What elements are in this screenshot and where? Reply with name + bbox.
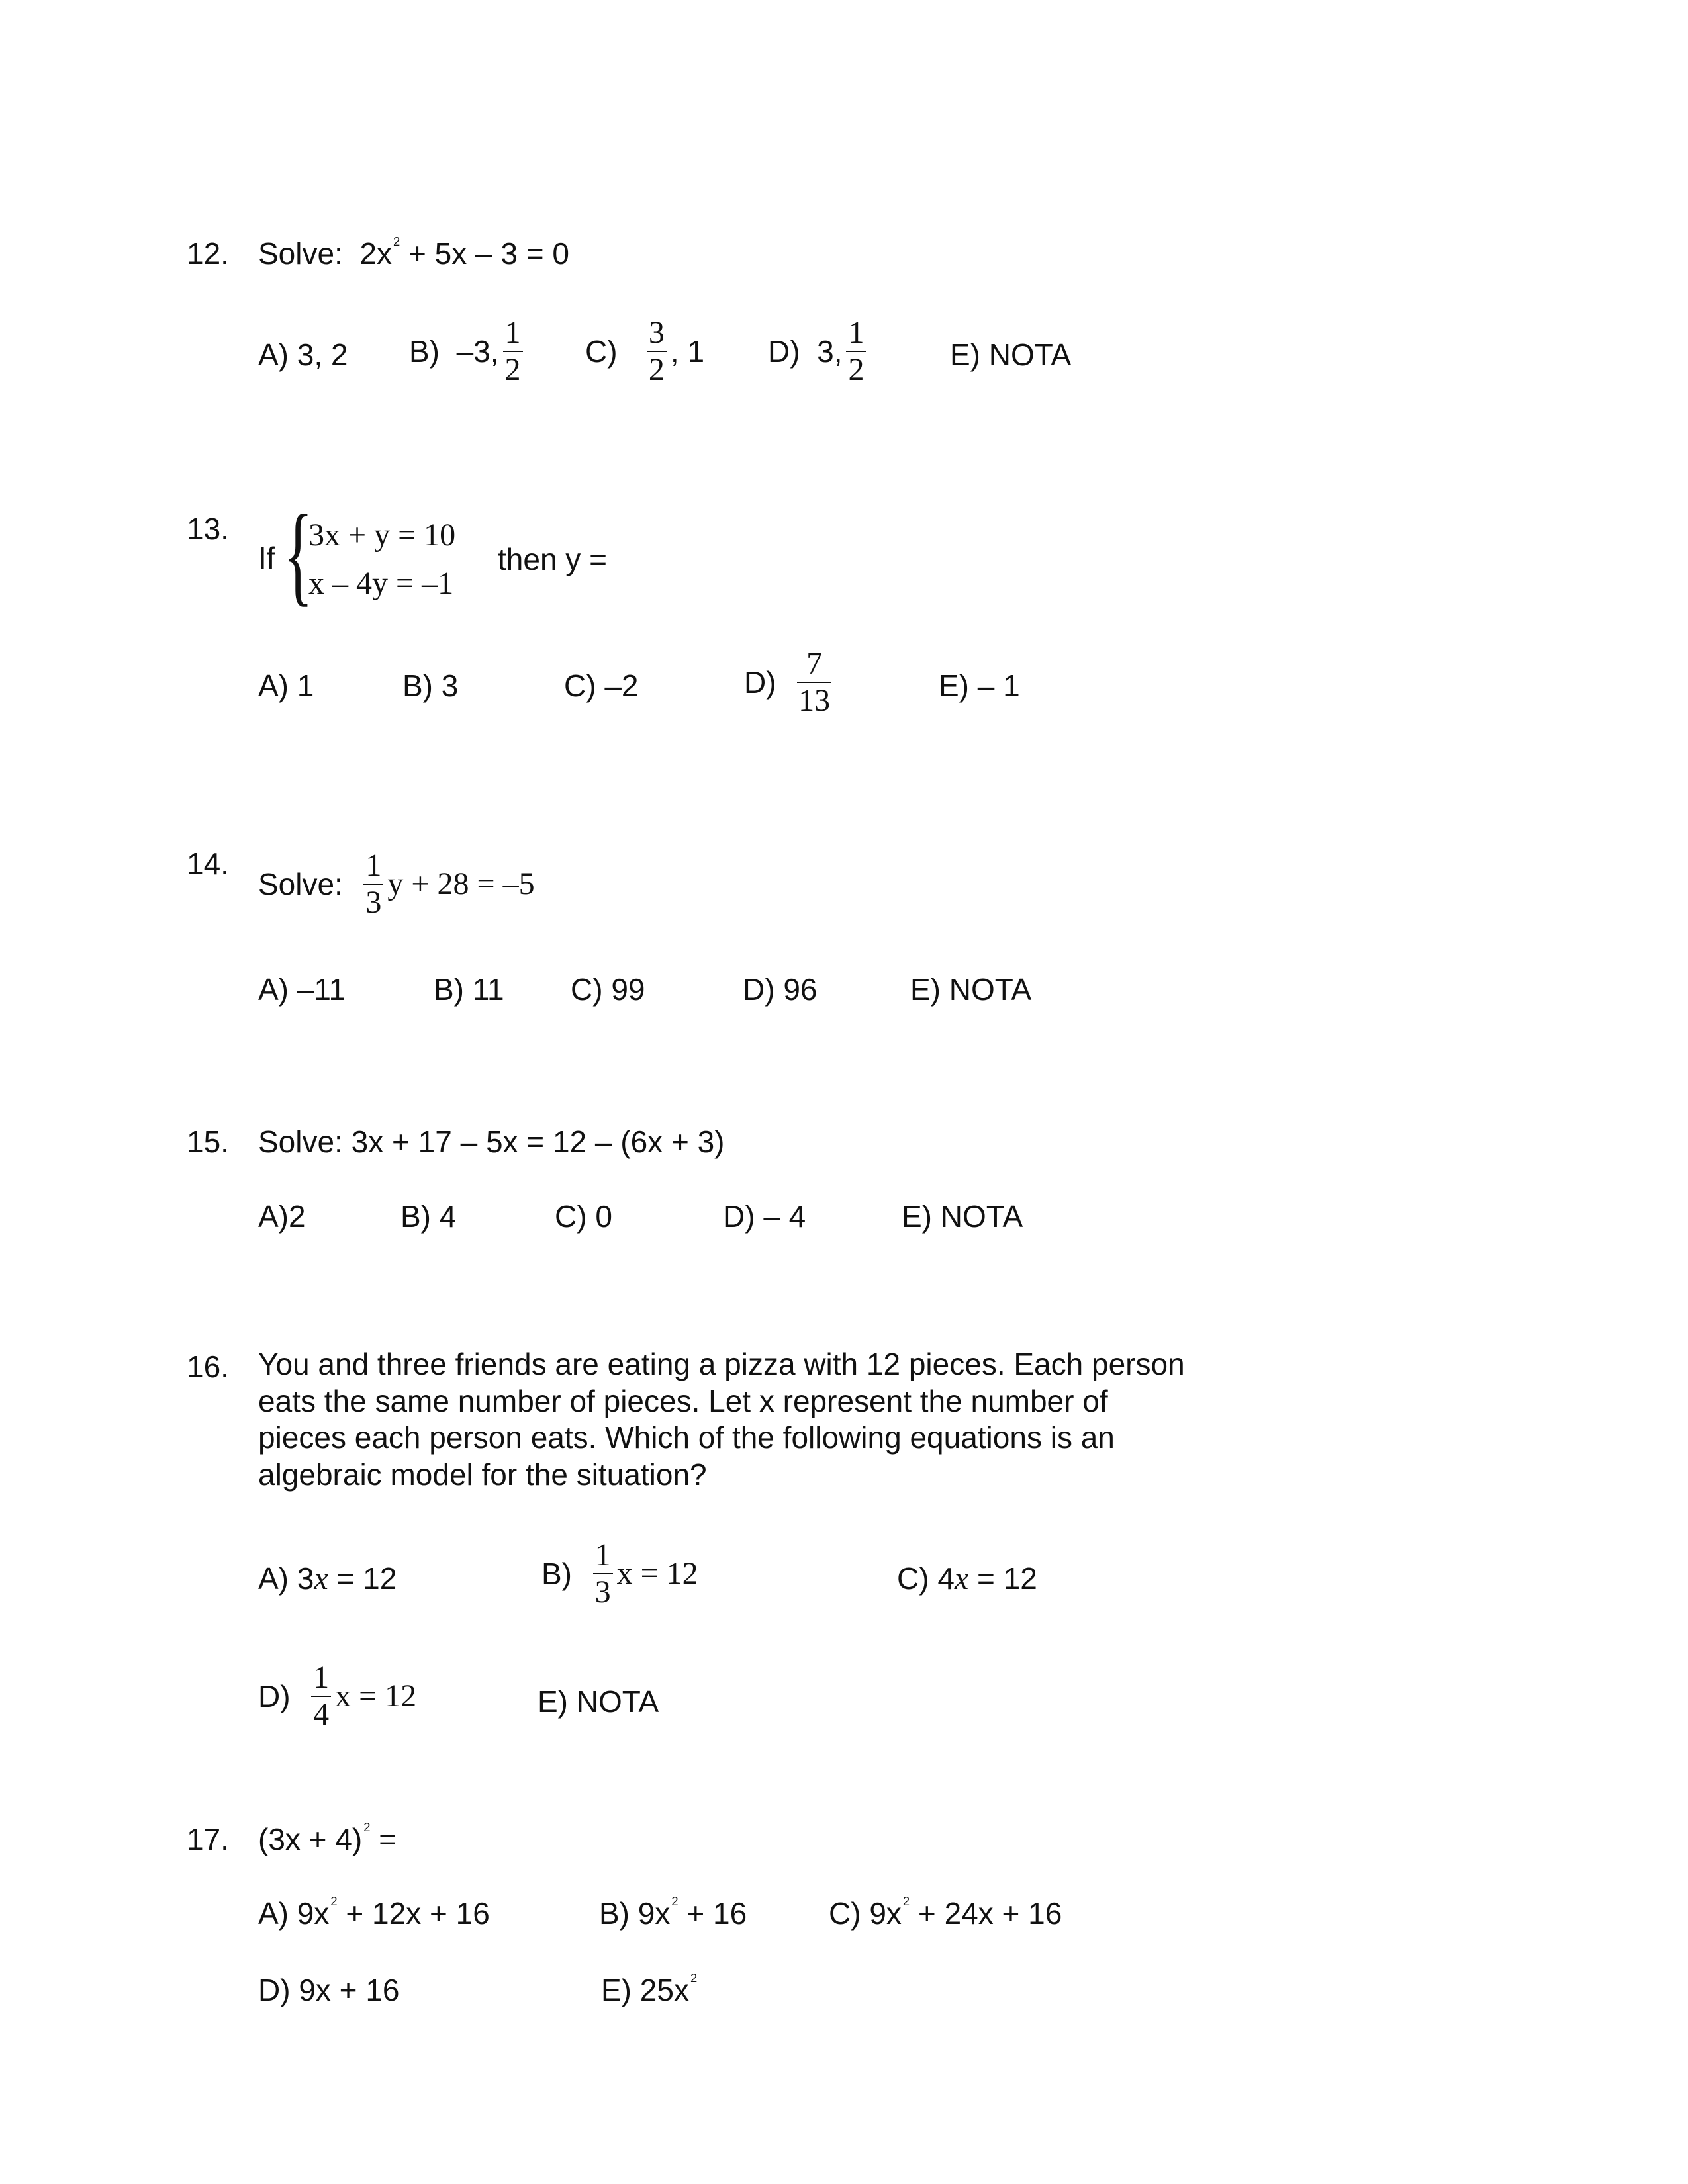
- q13-brace: {: [283, 492, 313, 616]
- q16-b-den: 3: [594, 1574, 611, 1610]
- q17-a-post: + 12x + 16: [337, 1896, 490, 1931]
- q16-c-label: C) 4: [897, 1561, 955, 1596]
- q16-option-b: [541, 1539, 698, 1610]
- q13-option-b: B) 3: [402, 668, 459, 703]
- q13-option-a: A) 1: [258, 668, 314, 703]
- q14-number: 14.: [187, 846, 229, 881]
- q13-equation-2: x – 4y = –1: [308, 566, 454, 601]
- q13-option-d: [744, 647, 835, 718]
- q12-option-b: [409, 316, 527, 387]
- q13-then: then y =: [498, 542, 607, 576]
- q12-c-den: 2: [648, 352, 665, 388]
- q16-option-c: [897, 1563, 1037, 1595]
- q12-prompt: [258, 234, 569, 271]
- q17-b-post: + 16: [678, 1896, 747, 1931]
- q17-expression: [258, 1820, 397, 1856]
- q16-b-rest: x = 12: [616, 1556, 698, 1592]
- q17-option-b: [599, 1894, 747, 1931]
- q12-number: 12.: [187, 236, 229, 271]
- q13-option-e: E) – 1: [939, 668, 1020, 703]
- q12-eq-exp: 2: [393, 234, 400, 248]
- q17-option-c: [829, 1894, 1062, 1931]
- q14-option-c: C) 99: [571, 972, 645, 1007]
- q13-d-num: 7: [806, 646, 823, 681]
- q12-c-fraction: [647, 316, 667, 387]
- q12-c-post: , 1: [670, 334, 705, 369]
- q16-a-var: x: [314, 1561, 328, 1596]
- q17-b-exp: 2: [671, 1894, 679, 1908]
- q17-expr-exp: 2: [363, 1820, 371, 1834]
- q16-option-a: [258, 1563, 397, 1595]
- q17-b-pre: B) 9x: [599, 1896, 671, 1931]
- q12-eq-lhs: 2x: [359, 236, 393, 271]
- q17-a-exp: 2: [330, 1894, 338, 1908]
- q17-e-pre: E) 25x: [601, 1973, 689, 2007]
- q13-option-c: C) –2: [564, 668, 639, 703]
- q12-option-d: [768, 316, 870, 387]
- q12-c-num: 3: [648, 315, 665, 350]
- q12-b-fraction: [503, 316, 523, 387]
- q15-option-d: D) – 4: [723, 1199, 806, 1234]
- q16-c-rest: = 12: [968, 1561, 1037, 1596]
- q16-b-fraction: [593, 1539, 613, 1610]
- q16-a-rest: = 12: [328, 1561, 397, 1596]
- q17-e-exp: 2: [690, 1971, 698, 1985]
- q14-equation: [258, 849, 535, 920]
- q12-d-den: 2: [848, 352, 865, 388]
- q16-text: You and three friends are eating a pizza with 12 pieces. Each person eats the same number of pieces. Let x represent the number of pieces each person eats. Which of the following equations is an algebraic model for the situation?: [258, 1347, 1185, 1492]
- q13-equation-1: 3x + y = 10: [308, 518, 456, 553]
- q14-option-d: D) 96: [743, 972, 818, 1007]
- q15-number: 15.: [187, 1124, 229, 1159]
- q16-d-num: 1: [313, 1660, 330, 1695]
- q12-d-fraction: [846, 316, 866, 387]
- q14-option-b: B) 11: [434, 972, 504, 1007]
- q12-eq-rhs: + 5x – 3 = 0: [408, 236, 569, 271]
- q16-b-num: 1: [594, 1537, 611, 1572]
- q12-b-num: 1: [504, 315, 521, 350]
- q13-number: 13.: [187, 512, 229, 546]
- q15-option-e: E) NOTA: [902, 1199, 1023, 1234]
- q16-d-label: D): [258, 1679, 291, 1714]
- q13-d-label: D): [744, 665, 776, 700]
- q12-d-num: 1: [848, 315, 865, 350]
- q16-number: 16.: [187, 1349, 229, 1384]
- q15-option-a: A)2: [258, 1199, 306, 1234]
- q13-d-fraction: [797, 647, 831, 718]
- q17-expr-rest: =: [370, 1822, 397, 1856]
- q13-if: If: [258, 541, 275, 575]
- q14-fraction: [363, 849, 383, 920]
- q15-option-b: B) 4: [400, 1199, 457, 1234]
- q16-d-den: 4: [313, 1697, 330, 1733]
- q17-c-exp: 2: [902, 1894, 910, 1908]
- q15-text: Solve: 3x + 17 – 5x = 12 – (6x + 3): [258, 1124, 725, 1159]
- q17-number: 17.: [187, 1822, 229, 1856]
- q12-solve-label: Solve:: [258, 236, 343, 271]
- q12-d-pre: 3,: [817, 334, 843, 369]
- q17-c-pre: C) 9x: [829, 1896, 902, 1931]
- q14-option-a: A) –11: [258, 972, 346, 1007]
- q17-option-d: D) 9x + 16: [258, 1973, 400, 2007]
- q12-c-label: C): [585, 334, 618, 369]
- q17-option-e: [601, 1971, 698, 2007]
- q13-d-den: 13: [798, 683, 831, 719]
- q14-eq-rest: y + 28 = –5: [387, 866, 535, 902]
- q12-b-label: B): [409, 334, 440, 369]
- q14-option-e: E) NOTA: [910, 972, 1032, 1007]
- q17-option-a: [258, 1894, 490, 1931]
- q12-d-label: D): [768, 334, 800, 369]
- q12-b-den: 2: [504, 352, 521, 388]
- q14-den: 3: [365, 885, 382, 921]
- q16-d-fraction: [311, 1661, 331, 1732]
- q16-c-var: x: [954, 1561, 969, 1596]
- q16-b-label: B): [541, 1557, 572, 1592]
- q14-num: 1: [365, 848, 382, 883]
- q15-option-c: C) 0: [555, 1199, 612, 1234]
- q16-option-e: E) NOTA: [538, 1684, 659, 1719]
- q17-a-pre: A) 9x: [258, 1896, 330, 1931]
- q14-solve-label: Solve:: [258, 867, 343, 902]
- q12-option-e: E) NOTA: [950, 338, 1072, 372]
- q12-b-pre: –3,: [456, 334, 499, 369]
- q12-option-a: A) 3, 2: [258, 338, 348, 372]
- q16-d-rest: x = 12: [335, 1678, 417, 1714]
- q17-c-post: + 24x + 16: [910, 1896, 1062, 1931]
- q16-a-label: A) 3: [258, 1561, 314, 1596]
- q16-option-d: [258, 1661, 416, 1732]
- q12-option-c: [585, 316, 704, 387]
- q17-expr: (3x + 4): [258, 1822, 363, 1856]
